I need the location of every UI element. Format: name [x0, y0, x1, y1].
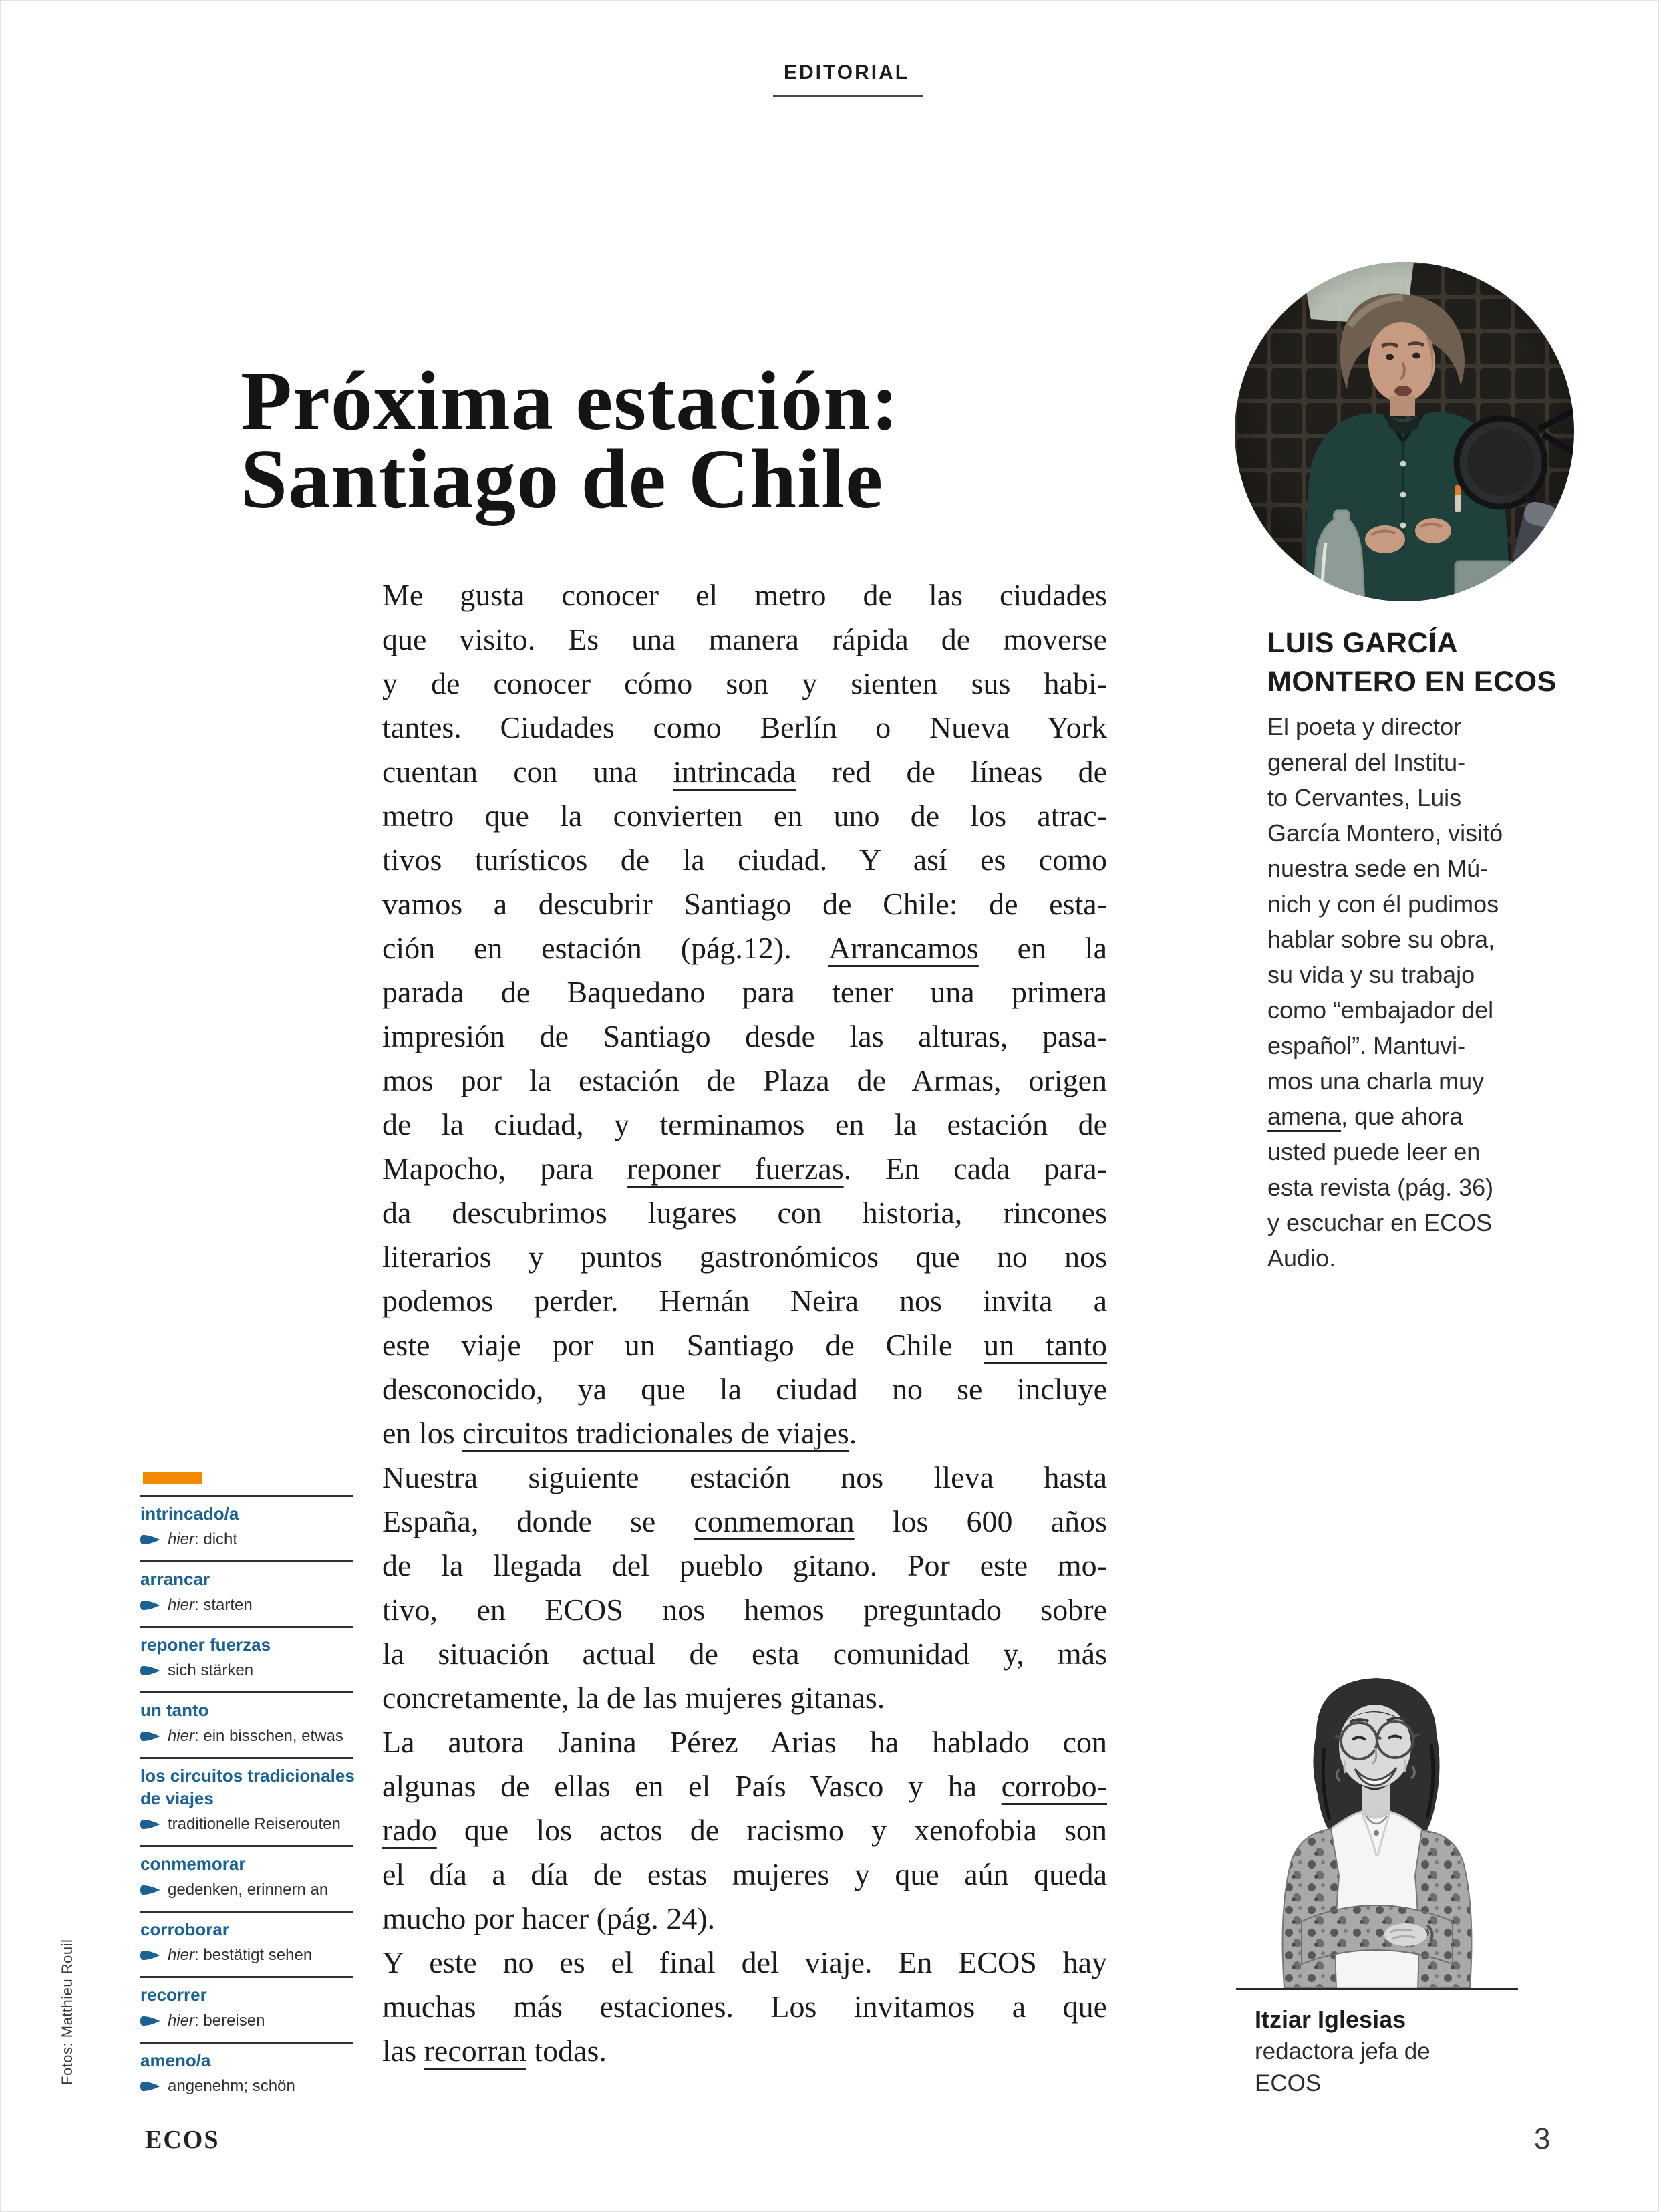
vocab-list: [140, 1495, 353, 2107]
photo-credit: Fotos: Matthieu Rouil: [59, 1939, 76, 2085]
page-number: 3: [1534, 2122, 1551, 2155]
vocab-translation: gedenken, erinnern an: [168, 1881, 329, 1899]
vocab-term: conmemorar: [140, 1854, 246, 1874]
text-line: ción en estación (pág.12). Arrancamos en la: [382, 931, 1107, 965]
editor-caption: [1255, 2003, 1430, 2100]
vocab-translation: hier: starten: [168, 1596, 253, 1614]
vocab-translation: hier: dicht: [168, 1530, 238, 1548]
text-line: España, donde se conmemoran los 600 años: [382, 1504, 1107, 1538]
vocab-accent-bar: [143, 1472, 202, 1484]
text-line: Audio.: [1267, 1244, 1336, 1272]
vocab-translation: traditionelle Reiserouten: [168, 1815, 341, 1833]
text-line: su vida y su trabajo: [1267, 961, 1475, 988]
text-line: vamos a descubrir Santiago de Chile: de esta-: [382, 887, 1107, 921]
vocab-item: [140, 1976, 353, 2042]
magazine-logo: ECOS: [145, 2126, 220, 2154]
text-line: Me gusta conocer el metro de las ciudades: [382, 578, 1107, 612]
vocab-term: arrancar: [140, 1569, 210, 1589]
author-box-heading-line1: LUIS GARCÍA: [1267, 627, 1458, 659]
text-line: tivos turísticos de la ciudad. Y así es como: [382, 843, 1107, 877]
vocab-translation: hier: bereisen: [168, 2012, 265, 2030]
text-line: impresión de Santiago desde las alturas, pasa-: [382, 1019, 1107, 1053]
text-line: las recorran todas.: [382, 2034, 607, 2068]
luis-garcia-montero-photo: [1235, 262, 1574, 601]
text-line: nuestra sede en Mú-: [1267, 855, 1489, 882]
text-line: algunas de ellas en el País Vasco y ha corrobo-: [382, 1769, 1107, 1803]
page-title: [241, 355, 900, 526]
vocab-definition: [140, 1814, 353, 1834]
author-box: [1267, 624, 1605, 1276]
text-line: la situación actual de esta comunidad y, más: [382, 1637, 1107, 1671]
text-line: español”. Mantuvi-: [1267, 1032, 1466, 1059]
arrow-right-icon: [140, 1600, 160, 1611]
text-line: da descubrimos lugares con historia, rincones: [382, 1196, 1107, 1230]
text-line: Y este no es el final del viaje. En ECOS hay: [382, 1945, 1107, 1979]
vocab-item: [140, 1560, 353, 1626]
vocab-definition: [140, 1530, 353, 1550]
itziar-iglesias-photo: [1237, 1654, 1517, 1988]
author-box-text: [1267, 709, 1605, 1276]
vocab-item: [140, 1691, 353, 1757]
text-line: García Montero, visitó: [1267, 819, 1503, 847]
vocab-item: [140, 1911, 353, 1976]
vocab-definition: [140, 2076, 353, 2096]
vocab-item: [140, 1626, 353, 1691]
vocab-definition: [140, 1945, 353, 1965]
text-line: desconocido, ya que la ciudad no se incluye: [382, 1372, 1107, 1406]
page-title-line1: Próxima estación:: [241, 355, 900, 448]
vocab-definition: [140, 1726, 353, 1746]
text-line: Mapocho, para reponer fuerzas. En cada para-: [382, 1151, 1108, 1186]
arrow-right-icon: [140, 1731, 160, 1742]
editor-name: Itziar Iglesias: [1255, 2006, 1406, 2033]
text-line: mucho por hacer (pág. 24).: [382, 1901, 716, 1935]
section-label-underline: [773, 95, 923, 97]
vocab-term: ameno/a: [140, 2050, 211, 2070]
text-line: el día a día de estas mujeres y que aún queda: [382, 1857, 1107, 1891]
editor-role-line2: ECOS: [1255, 2070, 1322, 2096]
vocab-item: [140, 1495, 353, 1560]
text-line: literarios y puntos gastronómicos que no nos: [382, 1240, 1107, 1274]
vocab-definition: [140, 2011, 353, 2031]
arrow-right-icon: [140, 1534, 160, 1545]
text-line: parada de Baquedano para tener una primera: [382, 975, 1107, 1009]
text-line: Nuestra siguiente estación nos lleva hasta: [382, 1460, 1107, 1494]
text-line: usted puede leer en: [1267, 1138, 1481, 1165]
text-line: de la llegada del pueblo gitano. Por este mo-: [382, 1548, 1107, 1582]
vocab-term: un tanto: [140, 1700, 209, 1720]
vocab-term: reponer fuerzas: [140, 1635, 271, 1655]
arrow-right-icon: [140, 2016, 160, 2026]
section-label: EDITORIAL: [783, 61, 910, 84]
vocab-item: [140, 1845, 353, 1911]
text-line: podemos perder. Hernán Neira nos invita a: [382, 1284, 1107, 1318]
vocab-translation: sich stärken: [168, 1661, 254, 1679]
body-text: [382, 573, 1107, 2073]
text-line: en los circuitos tradicionales de viajes.: [382, 1416, 857, 1450]
text-line: amena, que ahora: [1267, 1103, 1463, 1130]
vocab-definition: [140, 1880, 353, 1900]
text-line: este viaje por un Santiago de Chile un tanto: [382, 1328, 1107, 1362]
text-line: mos una charla muy: [1267, 1067, 1485, 1095]
text-line: mos por la estación de Plaza de Armas, origen: [382, 1063, 1107, 1097]
author-box-heading: [1267, 624, 1605, 701]
text-line: y escuchar en ECOS: [1267, 1209, 1493, 1236]
vocab-definition: [140, 1661, 353, 1681]
text-line: El poeta y director: [1267, 713, 1462, 740]
arrow-right-icon: [140, 1950, 160, 1961]
vocab-translation: hier: bestätigt sehen: [168, 1946, 313, 1964]
text-line: rado que los actos de racismo y xenofobia son: [382, 1813, 1107, 1847]
text-line: metro que la convierten en uno de los atrac-: [382, 799, 1107, 833]
text-line: hablar sobre su obra,: [1267, 926, 1495, 953]
text-line: concretamente, la de las mujeres gitanas.: [382, 1681, 885, 1715]
author-box-heading-line2: MONTERO EN ECOS: [1267, 666, 1557, 698]
editor-role-line1: redactora jefa de: [1255, 2038, 1430, 2064]
vocab-item: [140, 2042, 353, 2107]
text-line: tivo, en ECOS nos hemos preguntado sobre: [382, 1593, 1107, 1627]
text-line: general del Institu-: [1267, 748, 1466, 776]
arrow-right-icon: [140, 1819, 160, 1830]
vocab-definition: [140, 1595, 353, 1615]
editor-photo-rule: [1236, 1988, 1518, 1990]
text-line: esta revista (pág. 36): [1267, 1173, 1494, 1201]
text-line: nich y con él pudimos: [1267, 890, 1499, 918]
arrow-right-icon: [140, 2081, 160, 2092]
text-line: La autora Janina Pérez Arias ha hablado con: [382, 1725, 1107, 1759]
vocab-term: los circuitos tradicionales de viajes: [140, 1766, 355, 1808]
text-line: to Cervantes, Luis: [1267, 784, 1462, 811]
text-line: tantes. Ciudades como Berlín o Nueva York: [382, 710, 1107, 744]
vocab-term: intrincado/a: [140, 1504, 239, 1524]
text-line: muchas más estaciones. Los invitamos a que: [382, 1989, 1107, 2024]
text-line: como “embajador del: [1267, 996, 1494, 1024]
vocab-item: [140, 1757, 353, 1845]
vocab-term: corroborar: [140, 1919, 229, 1939]
page-title-line2: Santiago de Chile: [241, 433, 884, 526]
text-line: de la ciudad, y terminamos en la estación de: [382, 1107, 1107, 1141]
text-line: que visito. Es una manera rápida de moverse: [382, 622, 1107, 656]
arrow-right-icon: [140, 1665, 160, 1676]
arrow-right-icon: [140, 1885, 160, 1895]
text-line: cuentan con una intrincada red de líneas de: [382, 754, 1107, 789]
vocab-translation: hier: ein bisschen, etwas: [168, 1727, 343, 1745]
vocab-term: recorrer: [140, 1985, 207, 2005]
text-line: y de conocer cómo son y sienten sus habi-: [382, 666, 1107, 700]
vocab-translation: angenehm; schön: [168, 2077, 295, 2095]
